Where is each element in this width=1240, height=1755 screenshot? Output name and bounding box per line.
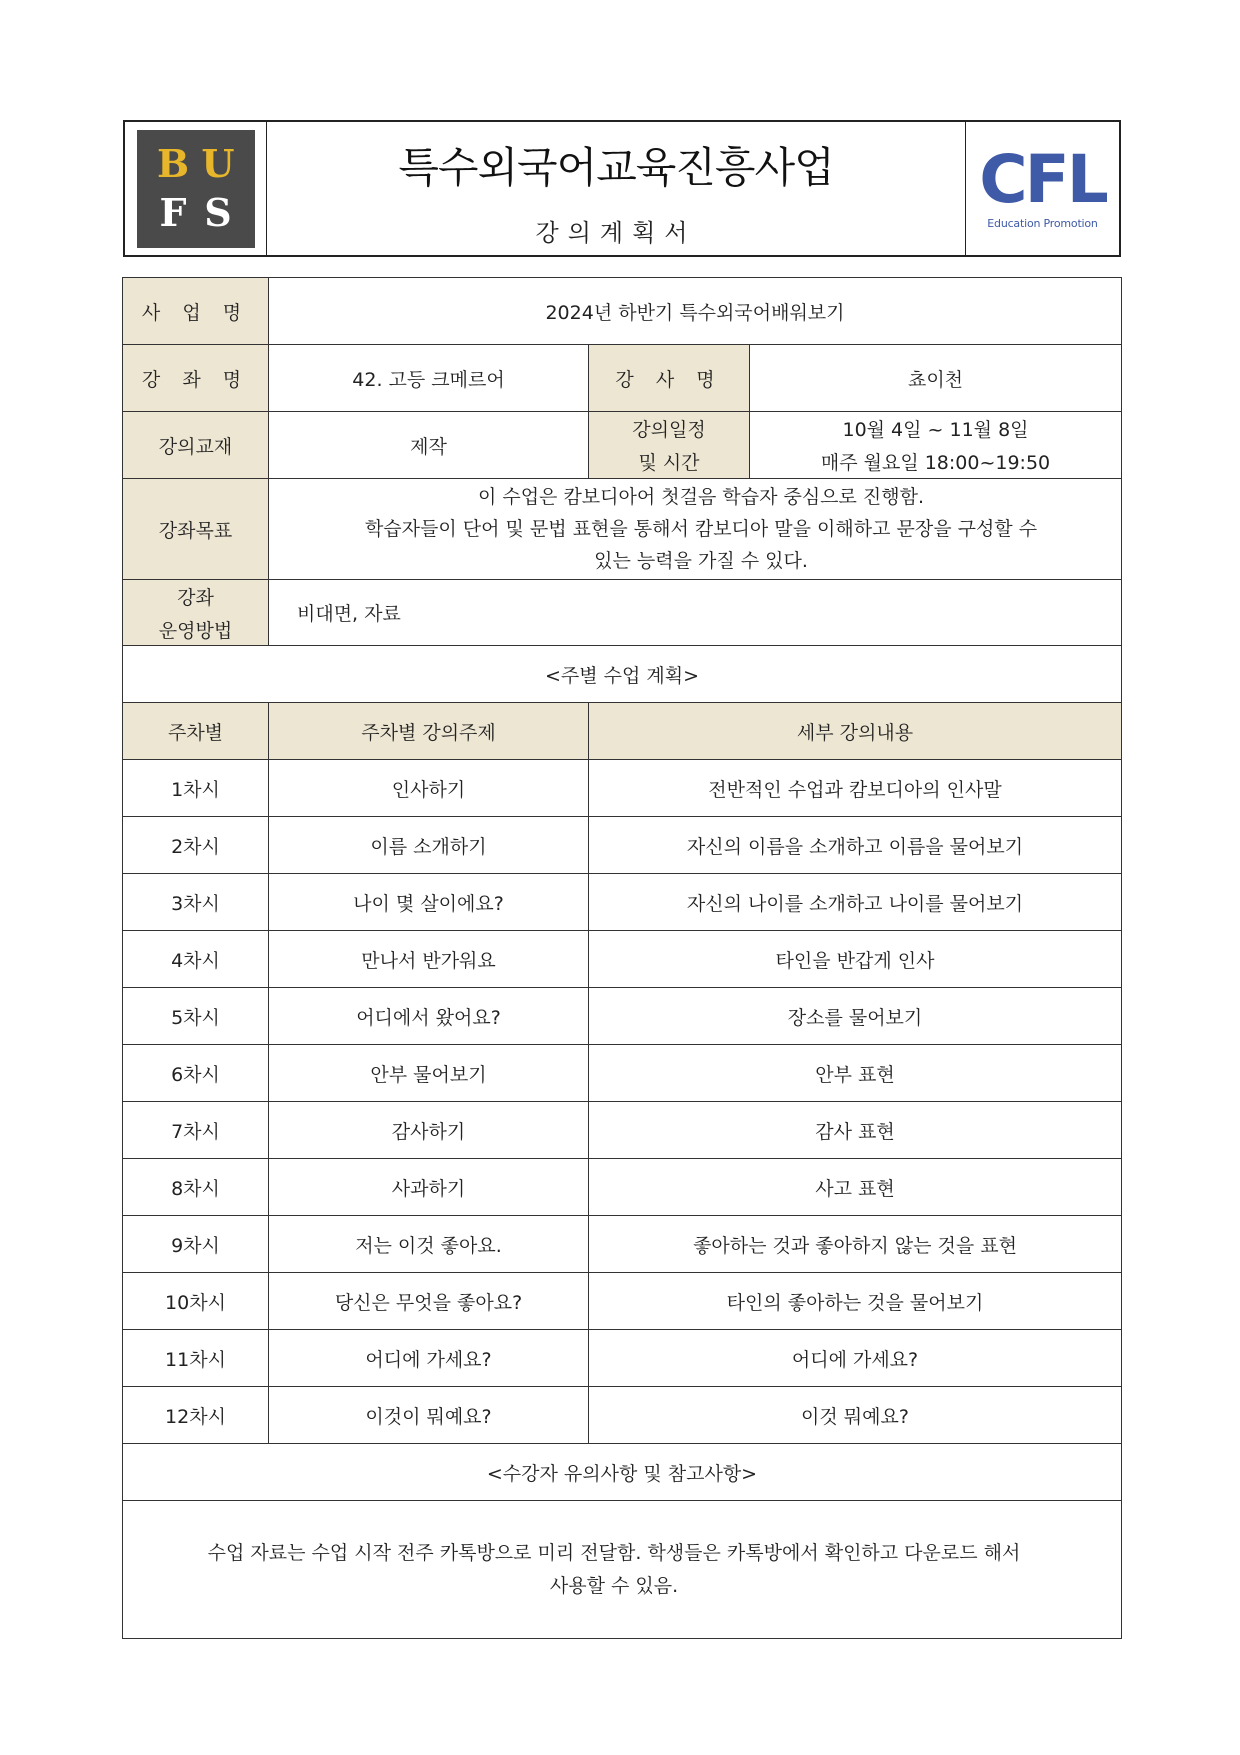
topic-cell: 나이 몇 살이에요? [269,874,589,931]
schedule-label [589,412,750,479]
detail-cell: 장소를 물어보기 [589,988,1122,1045]
course-plan-table [122,277,1122,1639]
detail-cell: 자신의 이름을 소개하고 이름을 물어보기 [589,817,1122,874]
topic-cell: 이름 소개하기 [269,817,589,874]
cfl-logo-tagline: Education Promotion [987,217,1098,230]
goal-line: 있는 능력을 가질 수 있다. [594,550,808,572]
detail-cell: 전반적인 수업과 캄보디아의 인사말 [589,760,1122,817]
topic-cell: 감사하기 [269,1102,589,1159]
week-row [123,988,1122,1045]
week-cell: 12차시 [123,1387,269,1444]
week-cell: 8차시 [123,1159,269,1216]
week-row [123,1387,1122,1444]
detail-cell: 사고 표현 [589,1159,1122,1216]
week-cell: 3차시 [123,874,269,931]
weekly-rows [123,760,1122,1444]
topic-cell: 만나서 반가워요 [269,931,589,988]
week-row [123,931,1122,988]
schedule-value [750,412,1122,479]
material-label: 강의교재 [123,412,269,479]
bufs-logo-letter: U [201,141,235,186]
course-label: 강 좌 명 [123,345,269,412]
detail-cell: 어디에 가세요? [589,1330,1122,1387]
goal-line: 학습자들이 단어 및 문법 표현을 통해서 캄보디아 말을 이해하고 문장을 구성할 수 [364,518,1038,540]
cfl-logo: CFL [979,141,1106,218]
schedule-label-line: 및 시간 [638,452,700,474]
notes-value [123,1501,1122,1639]
goal-line: 이 수업은 캄보디아어 첫걸음 학습자 중심으로 진행함. [477,486,925,508]
week-cell: 1차시 [123,760,269,817]
weekly-section-row [123,646,1122,703]
schedule-time: 매주 월요일 18:00~19:50 [820,452,1051,474]
instructor-label: 강 사 명 [589,345,750,412]
week-row [123,1045,1122,1102]
notes-line: 사용할 수 있음. [549,1574,679,1597]
project-label: 사 업 명 [123,278,269,345]
detail-cell: 자신의 나이를 소개하고 나이를 물어보기 [589,874,1122,931]
topic-cell: 이것이 뭐예요? [269,1387,589,1444]
instructor-value: 쵸이천 [750,345,1122,412]
cfl-logo-cell [965,122,1119,255]
notes-row [123,1501,1122,1639]
document-title: 특수외국어교육진흥사업 [398,143,834,192]
week-row [123,1102,1122,1159]
notes-section-title: <수강자 유의사항 및 참고사항> [123,1444,1122,1501]
goal-value [269,479,1122,580]
week-cell: 9차시 [123,1216,269,1273]
detail-cell: 좋아하는 것과 좋아하지 않는 것을 표현 [589,1216,1122,1273]
detail-cell: 타인의 좋아하는 것을 물어보기 [589,1273,1122,1330]
week-row [123,1330,1122,1387]
topic-cell: 안부 물어보기 [269,1045,589,1102]
method-label-line: 강좌 [177,586,214,609]
col-header-detail: 세부 강의내용 [589,703,1122,760]
bufs-logo-letter: S [204,190,232,235]
topic-cell: 어디에서 왔어요? [269,988,589,1045]
week-row [123,1273,1122,1330]
bufs-logo-letter: F [159,190,187,235]
goal-row [123,479,1122,580]
material-value: 제작 [269,412,589,479]
col-header-week: 주차별 [123,703,269,760]
project-value: 2024년 하반기 특수외국어배워보기 [269,278,1122,345]
week-cell: 10차시 [123,1273,269,1330]
course-value: 42. 고등 크메르어 [269,345,589,412]
detail-cell: 이것 뭐예요? [589,1387,1122,1444]
week-row [123,817,1122,874]
week-cell: 2차시 [123,817,269,874]
schedule-label-line: 강의일정 [632,419,706,441]
week-row [123,1159,1122,1216]
col-header-topic: 주차별 강의주제 [269,703,589,760]
project-row [123,278,1122,345]
week-row [123,874,1122,931]
week-cell: 6차시 [123,1045,269,1102]
detail-cell: 타인을 반갑게 인사 [589,931,1122,988]
week-cell: 4차시 [123,931,269,988]
topic-cell: 저는 이것 좋아요. [269,1216,589,1273]
document-subtitle: 강의계획서 [535,219,697,247]
detail-cell: 감사 표현 [589,1102,1122,1159]
method-row [123,580,1122,646]
topic-cell: 당신은 무엇을 좋아요? [269,1273,589,1330]
bufs-logo-cell [125,122,267,255]
document-header [123,120,1121,257]
weekly-header-row [123,703,1122,760]
topic-cell: 어디에 가세요? [269,1330,589,1387]
week-cell: 5차시 [123,988,269,1045]
notes-section-row [123,1444,1122,1501]
detail-cell: 안부 표현 [589,1045,1122,1102]
notes-line: 수업 자료는 수업 시작 전주 카톡방으로 미리 전달함. 학생들은 카톡방에서 확인하고 다운로드 해서 [207,1541,1021,1564]
week-cell: 7차시 [123,1102,269,1159]
weekly-section-title: <주별 수업 계획> [123,646,1122,703]
week-cell: 11차시 [123,1330,269,1387]
method-label-line: 운영방법 [158,619,233,642]
schedule-dates: 10월 4일 ~ 11월 8일 [842,419,1029,441]
bufs-logo [137,130,255,248]
material-row [123,412,1122,479]
week-row [123,1216,1122,1273]
method-label [123,580,269,646]
bufs-logo-letter: B [156,141,190,186]
method-value: 비대면, 자료 [269,580,1122,646]
course-row [123,345,1122,412]
topic-cell: 인사하기 [269,760,589,817]
header-title-cell [267,122,965,255]
week-row [123,760,1122,817]
topic-cell: 사과하기 [269,1159,589,1216]
goal-label: 강좌목표 [123,479,269,580]
